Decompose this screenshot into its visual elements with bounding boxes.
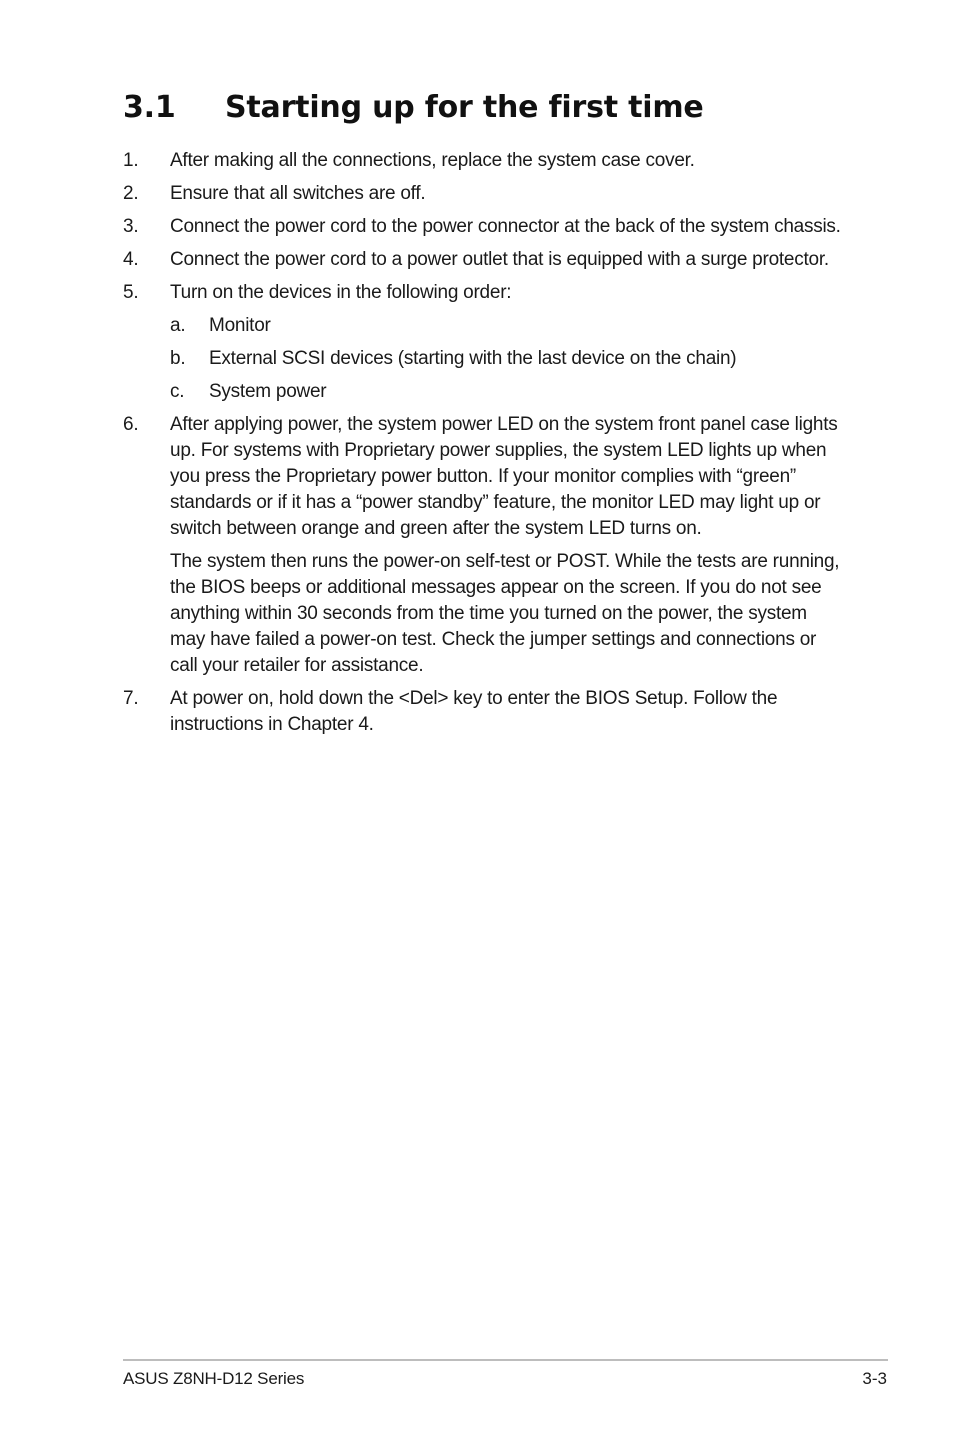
list-item-7	[123, 686, 843, 738]
steps-list	[123, 148, 843, 745]
footer-page-number: 3-3	[862, 1369, 887, 1388]
sub-item-text: External SCSI devices (starting with the last device on the chain)	[209, 348, 737, 369]
list-item-text: Connect the power cord to the power connector at the back of the system chassis.	[170, 216, 841, 237]
footer-divider	[123, 1359, 888, 1361]
list-item-2	[123, 181, 843, 207]
sub-item-b	[170, 346, 843, 372]
section-number: 3.1	[123, 90, 176, 125]
sub-item-c	[170, 379, 843, 405]
sub-marker: b.	[170, 348, 186, 369]
list-marker: 1.	[123, 150, 139, 171]
list-item-6	[123, 412, 843, 679]
sub-item-text: System power	[209, 381, 327, 402]
section-heading	[123, 88, 704, 128]
list-item-text: Turn on the devices in the following order:	[170, 282, 512, 303]
sub-marker: a.	[170, 315, 186, 336]
sub-list	[170, 313, 843, 405]
list-marker: 7.	[123, 688, 139, 709]
list-item-text: After applying power, the system power LED on the system front panel case lights up. For systems with Proprietary power supplies, the system LED lights up when you press the Proprietary power button. If your monitor complies with “green” standards or if it has a “power standby” feature, the monitor LED may light up or switch between orange and green after the system LED turns on.	[170, 414, 838, 539]
section-title: Starting up for the first time	[225, 90, 704, 125]
footer-product-name: ASUS Z8NH-D12 Series	[123, 1369, 305, 1388]
list-item-5	[123, 280, 843, 405]
list-marker: 2.	[123, 183, 139, 204]
list-item-body	[170, 280, 843, 405]
sub-marker: c.	[170, 381, 185, 402]
sub-item-text: Monitor	[209, 315, 271, 336]
list-item-text: After making all the connections, replace the system case cover.	[170, 150, 695, 171]
list-item-text: Connect the power cord to a power outlet that is equipped with a surge protector.	[170, 249, 829, 270]
list-marker: 4.	[123, 249, 139, 270]
list-item-1	[123, 148, 843, 174]
list-item-text: At power on, hold down the <Del> key to enter the BIOS Setup. Follow the instructions in Chapter 4.	[170, 688, 778, 735]
sub-item-a	[170, 313, 843, 339]
list-item-paragraph: The system then runs the power-on self-test or POST. While the tests are running, the BIOS beeps or additional messages appear on the screen. If you do not see anything within 30 seconds from the time you turned on the power, the system may have failed a power-on test. Check the jumper settings and connections or call your retailer for assistance.	[170, 551, 840, 676]
list-marker: 6.	[123, 414, 139, 435]
list-item-3	[123, 214, 843, 240]
list-marker: 5.	[123, 282, 139, 303]
list-marker: 3.	[123, 216, 139, 237]
list-item-body	[170, 412, 843, 679]
list-item-4	[123, 247, 843, 273]
list-item-text: Ensure that all switches are off.	[170, 183, 426, 204]
